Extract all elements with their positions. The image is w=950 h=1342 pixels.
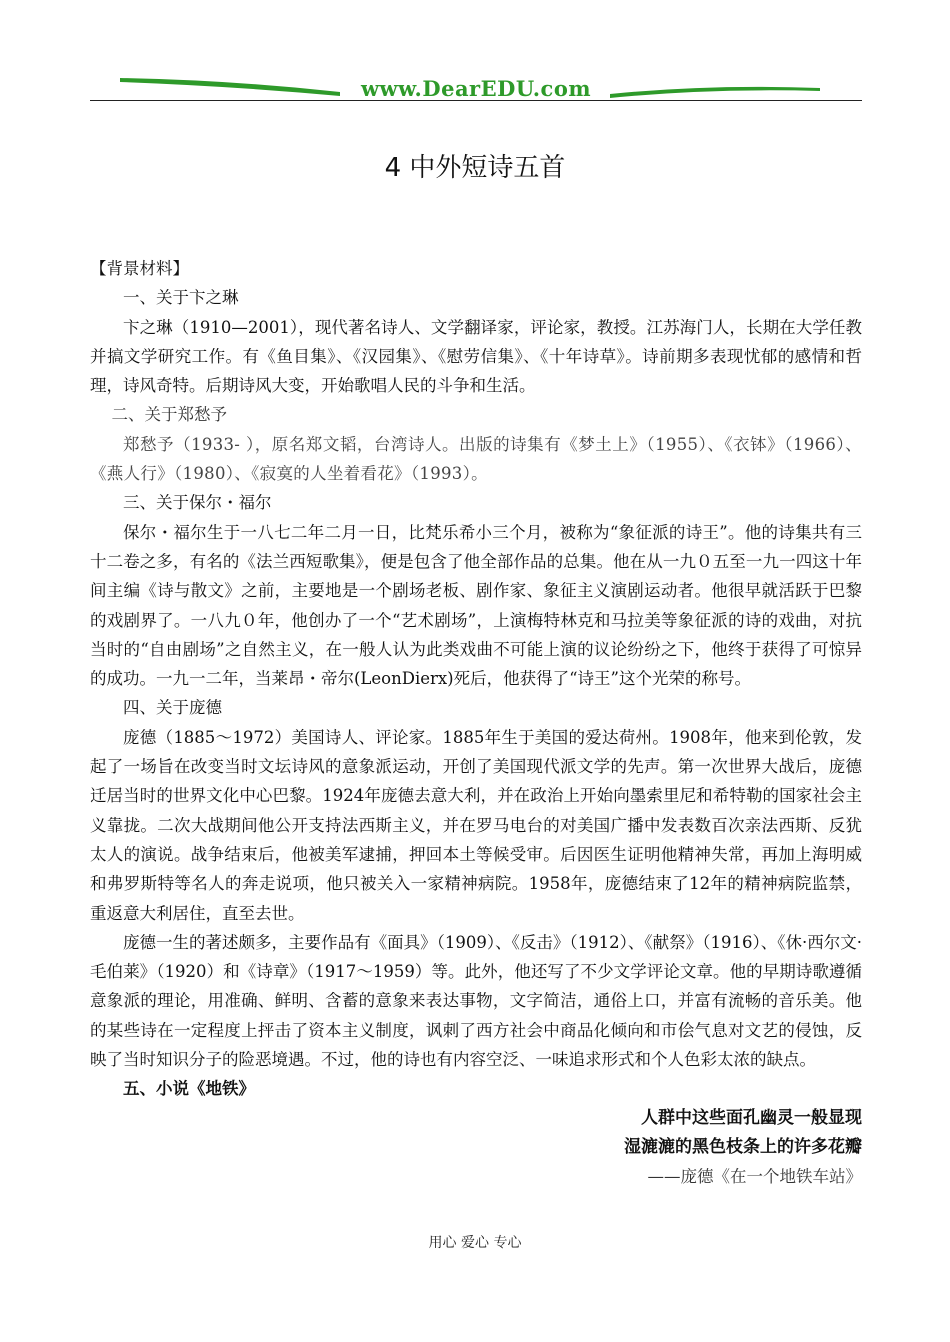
header-divider <box>90 100 862 101</box>
site-logo-text: www.DearEDU.com <box>360 76 592 101</box>
section-heading-3: 三、关于保尔・福尔 <box>123 493 272 513</box>
section-heading-1: 一、关于卞之琳 <box>123 288 239 308</box>
section-3-paragraph: 保尔・福尔生于一八七二年二月一日，比梵乐希小三个月，被称为“象征派的诗王”。他的诗集共有三十二卷之多，有名的《法兰西短歌集》，便是包含了他全部作品的总集。他在从一九０五至一九一四这十年间主编《诗与散文》之前，主要地是一个剧场老板、剧作家、象征主义演剧运动者。他很早就活跃于巴黎的戏剧界了。一八九０年，他创办了一个“艺术剧场”，上演梅特林克和马拉美等象征派的诗的戏曲，对抗当时的“自由剧场”之自然主义，在一般人认为此类戏曲不可能上演的议论纷纷之下，他终于获得了可惊异的成功。一九一二年，当莱昂・帝尔(LeonDierx)死后，他获得了“诗王”这个光荣的称号。 <box>90 522 862 689</box>
section-4-paragraph-1: 庞德（1885～1972）美国诗人、评论家。1885年生于美国的爱达荷州。1908年，他来到伦敦，发起了一场旨在改变当时文坛诗风的意象派运动，开创了美国现代派文学的先声。第一次世界大战后，庞德迁居当时的世界文化中心巴黎。1924年庞德去意大利，并在政治上开始向墨索里尼和希特勒的国家社会主义靠拢。二次大战期间他公开支持法西斯主义，并在罗马电台的对美国广播中发表数百次亲法西斯、反犹太人的演说。战争结束后，他被美军逮捕，押回本土等候受审。后因医生证明他精神失常，再加上海明威和弗罗斯特等名人的奔走说项，他只被关入一家精神病院。1958年，庞德结束了12年的精神病院监禁，重返意大利居住，直至去世。 <box>90 727 862 923</box>
section-2-paragraph: 郑愁予（1933- ），原名郑文韬，台湾诗人。出版的诗集有《梦土上》（1955）、《衣钵》（1966）、《燕人行》（1980）、《寂寞的人坐着看花》（1993）。 <box>90 434 862 484</box>
section-heading-5: 五、小说《地铁》 <box>123 1079 255 1099</box>
section-heading-2: 二、关于郑愁予 <box>111 405 227 425</box>
poem-line-2: 湿漉漉的黑色枝条上的许多花瓣 <box>624 1136 862 1157</box>
section-1-paragraph: 卞之琳（1910—2001），现代著名诗人、文学翻译家，评论家，教授。江苏海门人，长期在大学任教并搞文学研究工作。有《鱼目集》、《汉园集》、《慰劳信集》、《十年诗草》。诗前期多表现忧郁的感情和哲理，诗风奇特。后期诗风大变，开始歌唱人民的斗争和生活。 <box>90 317 862 396</box>
site-header-banner <box>90 70 862 104</box>
page-footer: 用心 爱心 专心 <box>428 1235 522 1251</box>
background-heading: 【背景材料】 <box>90 259 189 278</box>
section-4-paragraph-2: 庞德一生的著述颇多，主要作品有《面具》（1909）、《反击》（1912）、《献祭》（1916）、《休·西尔文·毛伯莱》（1920）和《诗章》（1917～1959）等。此外，他还写了不少文学评论文章。他的早期诗歌遵循意象派的理论，用准确、鲜明、含蓄的意象来表达事物，文字简洁，通俗上口，并富有流畅的音乐美。他的某些诗在一定程度上抨击了资本主义制度，讽刺了西方社会中商品化倾向和市侩气息对文艺的侵蚀，反映了当时知识分子的险恶境遇。不过，他的诗也有内容空泛、一味追求形式和个人色彩太浓的缺点。 <box>90 932 862 1070</box>
poem-line-1: 人群中这些面孔幽灵一般显现 <box>641 1107 862 1128</box>
poem-attribution: ——庞德《在一个地铁车站》 <box>647 1167 862 1187</box>
document-body <box>90 254 862 1192</box>
section-heading-4: 四、关于庞德 <box>123 698 222 718</box>
page-title: 4 中外短诗五首 <box>384 153 566 183</box>
